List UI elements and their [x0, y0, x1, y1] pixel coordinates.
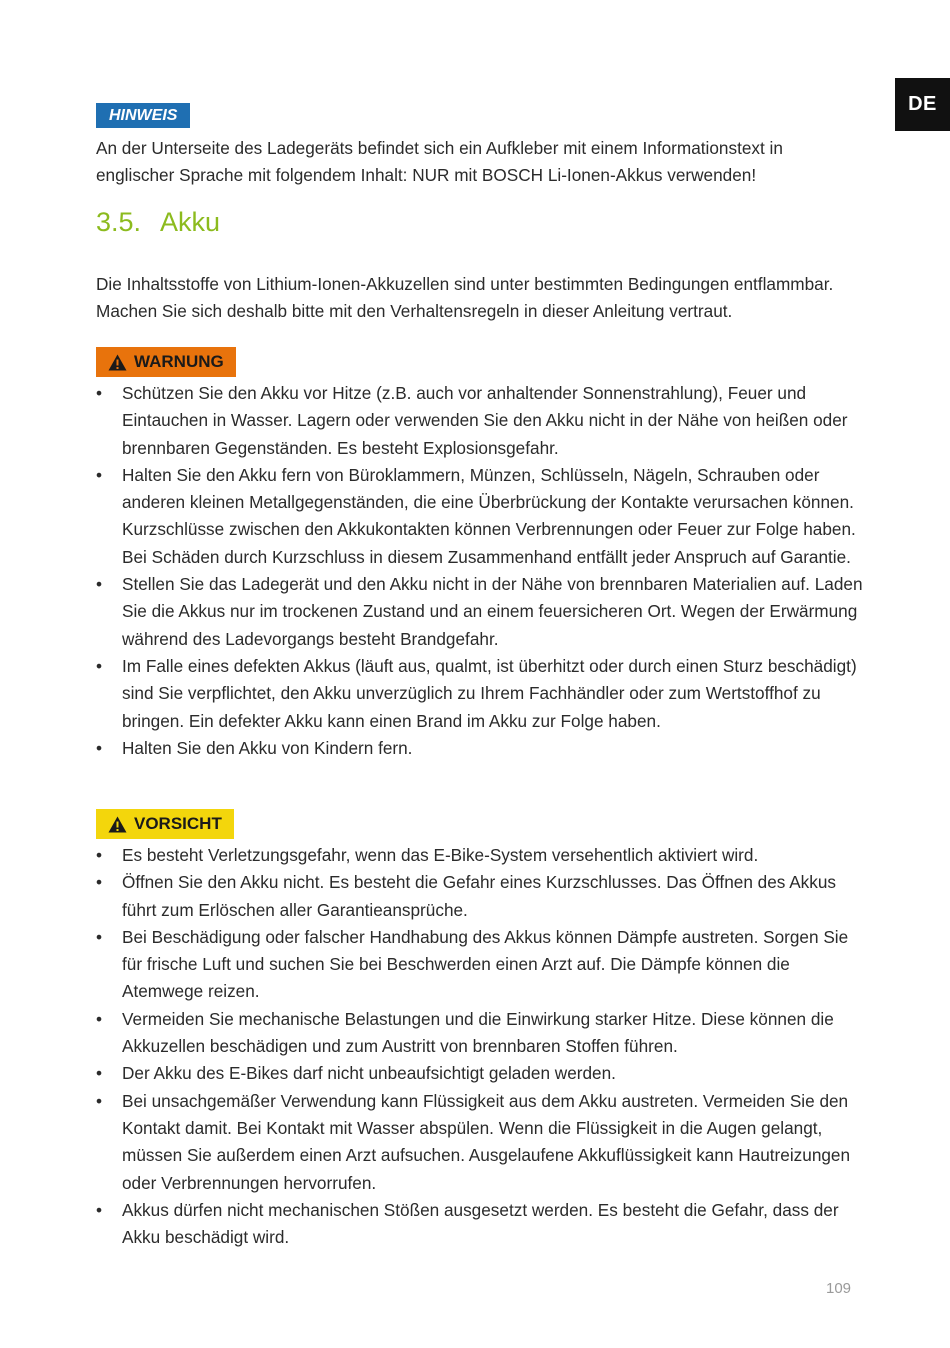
- list-item-text: Stellen Sie das Ladegerät und den Akku nicht in der Nähe von brennbaren Materialien auf. Laden Sie die Akkus nur im trockenen Zustand und an einem feuersicheren Ort. Wegen der Erwärmung während des Ladevorgangs besteht Brandgefahr.: [122, 574, 863, 649]
- list-item-text: Im Falle eines defekten Akkus (läuft aus, qualmt, ist überhitzt oder durch einen Sturz beschädigt) sind Sie verpflichtet, den Akku unverzüglich zu Ihrem Fachhändler oder zum Wertstoffhof zu bringen. Ein defekter Akku kann einen Brand im Akku zur Folge haben.: [122, 655, 857, 731]
- bullet: •: [96, 1090, 103, 1111]
- list-item-text: Schützen Sie den Akku vor Hitze (z.B. auch vor anhaltender Sonnenstrahlung), Feuer und Eintauchen in Wasser. Lagern oder verwenden Sie den Akku nicht in der Nähe von heißen oder brennbaren Gegenständen. Es besteht Explosionsgefahr.: [122, 383, 848, 458]
- bullet: •: [96, 872, 103, 893]
- list-item-text: Vermeiden Sie mechanische Belastungen und die Einwirkung starker Hitze. Diese können die Akkuzellen beschädigen und zum Austritt von brennbaren Stoffen führen.: [122, 1008, 834, 1057]
- hint-badge: [96, 103, 190, 128]
- list-item: [96, 653, 866, 735]
- bullet: •: [96, 737, 103, 758]
- bullet: •: [96, 845, 103, 865]
- page-number: 109: [826, 1280, 852, 1297]
- bullet: •: [96, 655, 103, 676]
- caution-label: VORSICHT: [134, 814, 222, 833]
- bullet: •: [96, 1008, 103, 1029]
- language-tab: DE: [895, 78, 950, 131]
- caution-badge: [96, 809, 234, 839]
- list-item-text: Bei Beschädigung oder falscher Handhabung des Akkus können Dämpfe austreten. Sorgen Sie für frische Luft und suchen Sie bei Beschwerden einen Arzt auf. Die Dämpfe können die Atemwege reizen.: [122, 926, 849, 1002]
- bullet: •: [96, 1199, 103, 1220]
- list-item: [96, 869, 866, 924]
- section-number: 3.5.: [96, 207, 142, 237]
- list-item: [96, 842, 866, 869]
- list-item: [96, 735, 866, 762]
- bullet: •: [96, 464, 103, 485]
- list-item-text: Akkus dürfen nicht mechanischen Stößen ausgesetzt werden. Es besteht die Gefahr, dass der Akku beschädigt wird.: [122, 1199, 839, 1248]
- list-item: [96, 1006, 866, 1061]
- warning-list: [96, 380, 866, 762]
- bullet: •: [96, 926, 103, 947]
- list-item: [96, 1060, 866, 1087]
- caution-list: [96, 842, 866, 1251]
- hint-text: An der Unterseite des Ladegeräts befindet sich ein Aufkleber mit einem Informationstext in englischer Sprache mit folgendem Inhalt: NUR mit BOSCH Li-Ionen-Akkus verwenden!: [96, 138, 783, 186]
- section-title: Akku: [160, 207, 221, 237]
- bullet: •: [96, 1063, 103, 1084]
- hint-label: HINWEIS: [109, 106, 178, 124]
- list-item-text: Halten Sie den Akku von Kindern fern.: [122, 737, 413, 758]
- section-intro: Die Inhaltsstoffe von Lithium-Ionen-Akkuzellen sind unter bestimmten Bedingungen entflammbar. Machen Sie sich deshalb bitte mit den Verhaltensregeln in dieser Anleitung vertraut.: [96, 274, 834, 322]
- list-item: [96, 462, 866, 571]
- list-item-text: Bei unsachgemäßer Verwendung kann Flüssigkeit aus dem Akku austreten. Vermeiden Sie den Kontakt damit. Bei Kontakt mit Wasser abspülen. Wenn die Flüssigkeit in die Augen gelangt, müssen Sie außerdem einen Arzt aufsuchen. Ausgelaufene Akkuflüssigkeit kann Hautreizungen oder Verbrennungen hervorrufen.: [122, 1090, 851, 1193]
- list-item: [96, 571, 866, 653]
- list-item: [96, 1197, 866, 1252]
- warning-badge: [96, 347, 236, 377]
- bullet: •: [96, 574, 103, 595]
- list-item-text: Es besteht Verletzungsgefahr, wenn das E-Bike-System versehentlich aktiviert wird.: [122, 845, 759, 865]
- list-item: [96, 380, 866, 462]
- list-item-text: Öffnen Sie den Akku nicht. Es besteht die Gefahr eines Kurzschlusses. Das Öffnen des Akkus führt zum Erlöschen aller Garantieansprüche.: [122, 872, 837, 920]
- bullet: •: [96, 383, 103, 403]
- section-heading: [96, 207, 220, 238]
- list-item: [96, 1088, 866, 1197]
- warning-triangle-icon: [108, 354, 127, 371]
- warning-label: WARNUNG: [134, 352, 224, 371]
- list-item-text: Halten Sie den Akku fern von Büroklammern, Münzen, Schlüsseln, Nägeln, Schrauben oder anderen kleinen Metallgegenständen, die eine Überbrückung der Kontakte verursachen können. Kurzschlüsse zwischen den Akkukontakten können Verbrennungen oder Feuer zur Folge haben. Bei Schäden durch Kurzschluss in diesem Zusammenhand entfällt jeder Anspruch auf Garantie.: [122, 464, 856, 567]
- list-item-text: Der Akku des E-Bikes darf nicht unbeaufsichtigt geladen werden.: [122, 1063, 616, 1084]
- list-item: [96, 924, 866, 1006]
- warning-triangle-icon: [108, 816, 127, 833]
